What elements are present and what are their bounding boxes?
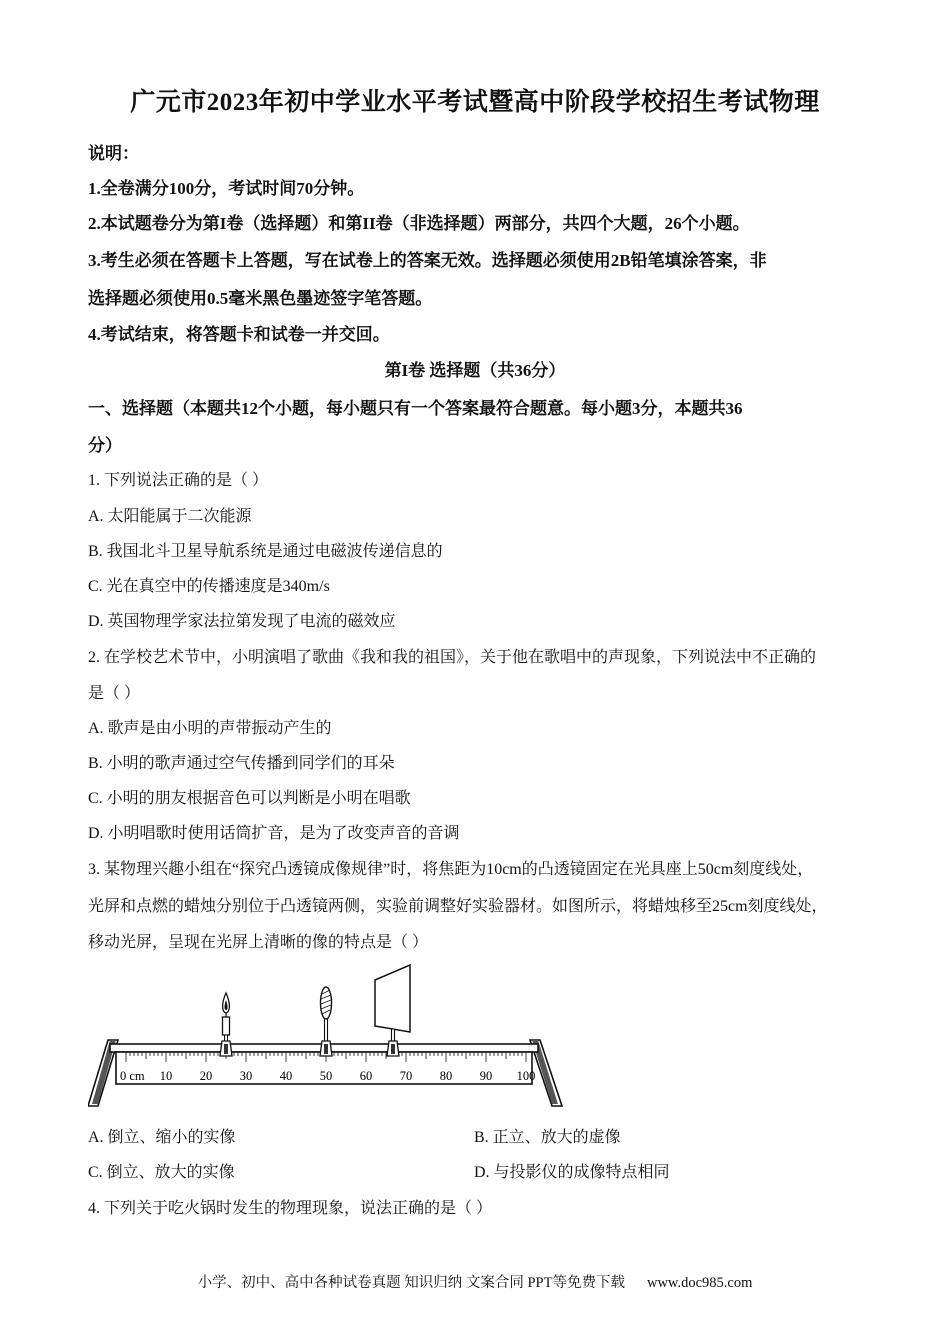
- question-2-stem-cont: 是（ ）: [88, 685, 141, 702]
- optical-bench-figure: [88, 960, 578, 1110]
- question-1-option-a: A. 太阳能属于二次能源: [88, 508, 252, 525]
- question-3-option-c: C. 倒立、放大的实像: [88, 1164, 235, 1181]
- question-2-stem: 2. 在学校艺术节中，小明演唱了歌曲《我和我的祖国》，关于他在歌唱中的声现象，下列说法中不正确的: [88, 649, 817, 666]
- ruler-label: 10: [159, 1069, 173, 1083]
- ruler-label: 80: [439, 1069, 453, 1083]
- question-3-stem-cont: 光屏和点燃的蜡烛分别位于凸透镜两侧，实验前调整好实验器材。如图所示，将蜡烛移至25cm刻度线处，: [88, 898, 828, 915]
- question-1-option-c: C. 光在真空中的传播速度是340m/s: [88, 578, 330, 595]
- ruler-label: 50: [319, 1069, 333, 1083]
- instructions-heading: 说明：: [88, 144, 139, 163]
- footer-text: 小学、初中、高中各种试卷真题 知识归纳 文案合同 PPT等免费下载: [197, 1275, 625, 1291]
- question-2-option-b: B. 小明的歌声通过空气传播到同学们的耳朵: [88, 755, 395, 772]
- instruction-item: 4.考试结束，将答题卡和试卷一并交回。: [88, 325, 390, 344]
- ruler-label: 70: [399, 1069, 413, 1083]
- instruction-item: 3.考生必须在答题卡上答题，写在试卷上的答案无效。选择题必须使用2B铅笔填涂答案，非: [88, 251, 767, 270]
- question-3-stem-cont: 移动光屏，呈现在光屏上清晰的像的特点是（ ）: [88, 934, 429, 951]
- ruler-label: 60: [359, 1069, 373, 1083]
- question-3-option-d: D. 与投影仪的成像特点相同: [474, 1164, 670, 1181]
- ruler-label: 40: [279, 1069, 293, 1083]
- part-header-cont: 分）: [88, 436, 122, 455]
- candle: [220, 993, 232, 1056]
- instruction-item: 1.全卷满分100分，考试时间70分钟。: [88, 179, 365, 198]
- question-2-option-d: D. 小明唱歌时使用话筒扩音，是为了改变声音的音调: [88, 825, 460, 842]
- ruler-label: 20: [199, 1069, 213, 1083]
- ruler-label: 100: [516, 1069, 536, 1083]
- page-footer: [0, 1271, 950, 1292]
- question-1-option-d: D. 英国物理学家法拉第发现了电流的磁效应: [88, 613, 396, 630]
- question-2-option-c: C. 小明的朋友根据音色可以判断是小明在唱歌: [88, 790, 411, 807]
- question-3-stem: 3. 某物理兴趣小组在“探究凸透镜成像规律”时，将焦距为10cm的凸透镜固定在光具座上50cm刻度线处，: [88, 861, 814, 878]
- question-4-stem: 4. 下列关于吃火锅时发生的物理现象，说法正确的是（ ）: [88, 1200, 493, 1217]
- part-header: 一、选择题（本题共12个小题，每小题只有一个答案最符合题意。每小题3分，本题共36: [88, 399, 743, 418]
- question-1-option-b: B. 我国北斗卫星导航系统是通过电磁波传递信息的: [88, 543, 443, 560]
- question-2-option-a: A. 歌声是由小明的声带振动产生的: [88, 720, 332, 737]
- page-title: 广元市2023年初中学业水平考试暨高中阶段学校招生考试物理: [130, 89, 820, 116]
- instruction-item: 2.本试题卷分为第I卷（选择题）和第II卷（非选择题）两部分，共四个大题，26个小题。: [88, 214, 750, 233]
- section-title: 第I卷 选择题（共36分）: [384, 361, 566, 380]
- convex-lens: [320, 987, 332, 1056]
- ruler-label: 90: [479, 1069, 493, 1083]
- instruction-item: 选择题必须使用0.5毫米黑色墨迹签字笔答题。: [88, 289, 433, 308]
- question-3-option-b: B. 正立、放大的虚像: [474, 1129, 621, 1146]
- ruler-label: 30: [239, 1069, 253, 1083]
- footer-url[interactable]: www.doc985.com: [646, 1275, 753, 1291]
- question-3-option-a: A. 倒立、缩小的实像: [88, 1129, 236, 1146]
- question-1-stem: 1. 下列说法正确的是（ ）: [88, 472, 269, 489]
- light-screen: [375, 965, 410, 1056]
- ruler-label: 0 cm: [120, 1069, 145, 1083]
